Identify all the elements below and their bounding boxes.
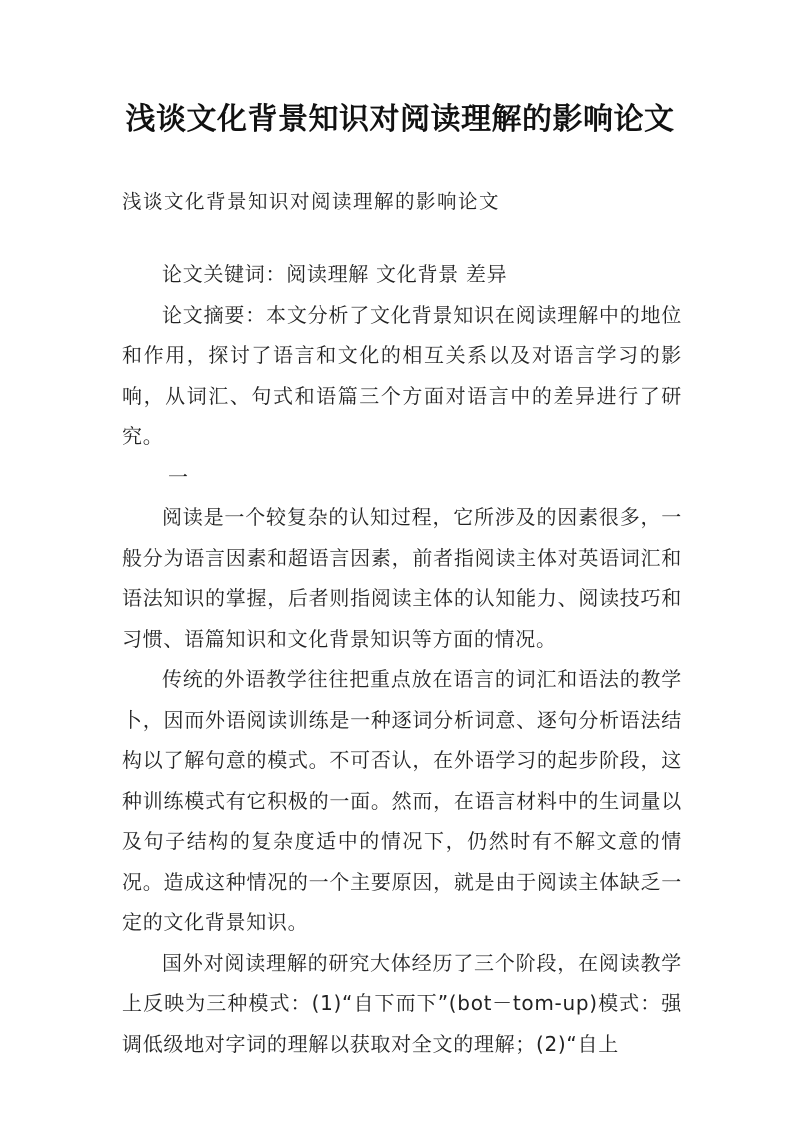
body-paragraph: 阅读是一个较复杂的认知过程，它所涉及的因素很多，一般分为语言因素和超语言因素，前者指阅读主体对英语词汇和语法知识的掌握，后者则指阅读主体的认知能力、阅读技巧和习惯、语篇知识和文化背景知识等方面的情况。 [122,505,682,651]
document-subtitle: 浅谈文化背景知识对阅读理解的影响论文 [122,190,501,213]
keywords-line: 论文关键词：阅读理解 文化背景 差异 [162,262,508,286]
section-heading: 一 [168,464,189,489]
abstract-paragraph: 论文摘要：本文分析了文化背景知识在阅读理解中的地位和作用，探讨了语言和文化的相互关系以及对语言学习的影响，从词汇、句式和语篇三个方面对语言中的差异进行了研究。 [122,302,682,448]
document-body [122,254,682,1064]
document-title: 浅谈文化背景知识对阅读理解的影响论文 [125,102,675,137]
body-paragraph: 传统的外语教学往往把重点放在语言的词汇和语法的教学卜，因而外语阅读训练是一种逐词分析词意、逐句分析语法结构以了解句意的模式。不可否认，在外语学习的起步阶段，这种训练模式有它积极的一面。然而，在语言材料中的生词量以及句子结构的复杂度适中的情况下，仍然时有不解文意的情况。造成这种情况的一个主要原因，就是由于阅读主体缺乏一定的文化背景知识。 [122,667,682,934]
body-paragraph: 国外对阅读理解的研究大体经历了三个阶段，在阅读教学上反映为三种模式：(1)“自下而下”(bot－tom-up)模式：强调低级地对字词的理解以获取对全文的理解；(2)“自上 [122,950,682,1056]
